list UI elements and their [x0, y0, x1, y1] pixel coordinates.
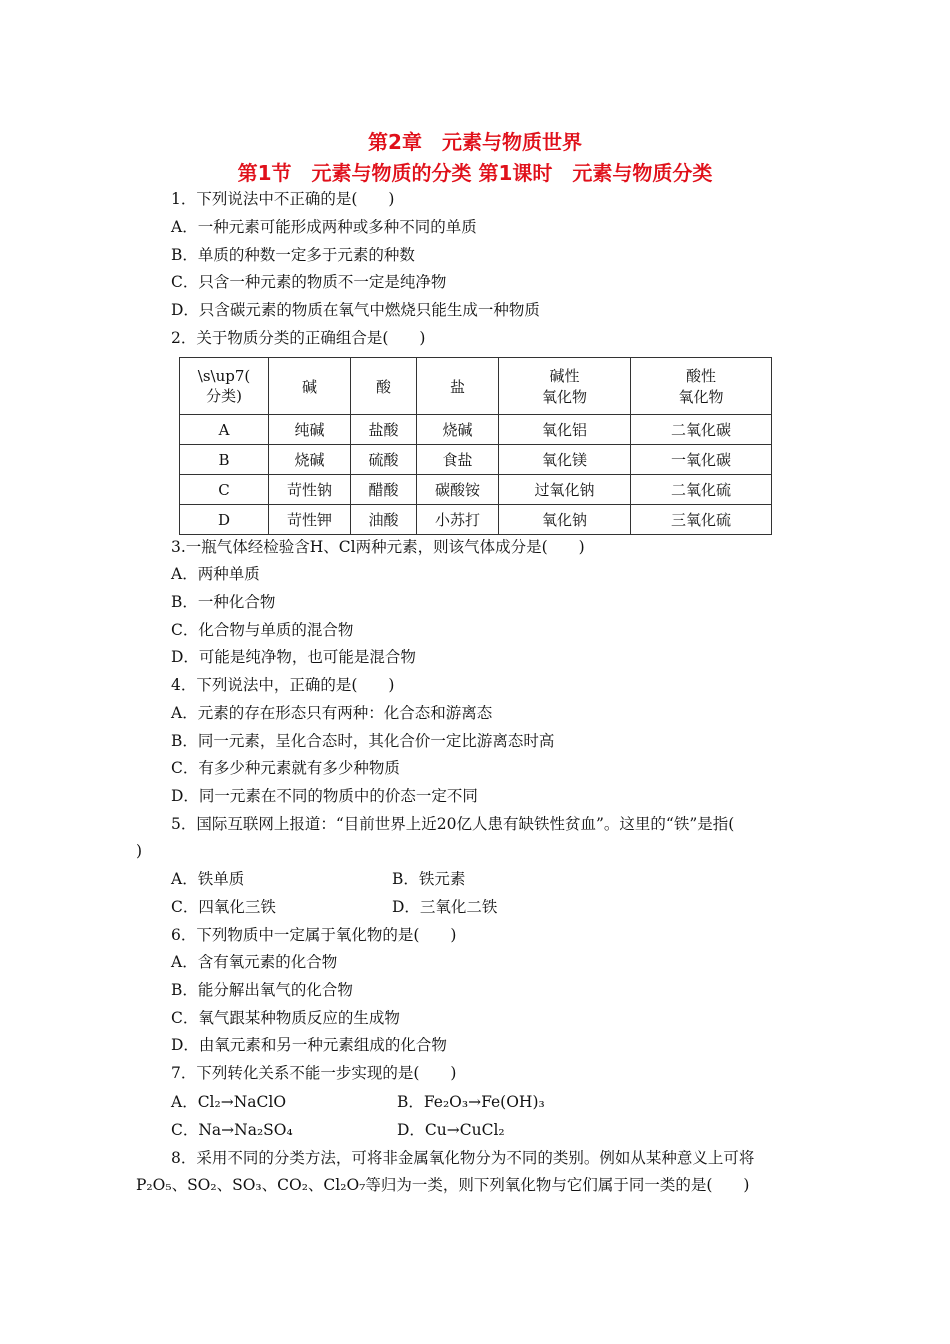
table-cell: 过氧化钠: [499, 475, 631, 505]
table-row: [180, 505, 772, 535]
question-8-stem-cont: P₂O₅、SO₂、SO₃、CO₂、Cl₂O₇等归为一类，则下列氧化物与它们属于同一类的是( ): [136, 1176, 750, 1194]
table-row: [180, 445, 772, 475]
question-6-option-c: C．氧气跟某种物质反应的生成物: [171, 1009, 400, 1027]
question-4-option-d: D．同一元素在不同的物质中的价态一定不同: [171, 787, 478, 805]
classification-table: [179, 357, 772, 535]
question-5-option-a: A．铁单质: [171, 870, 245, 888]
table-row: [180, 415, 772, 445]
header-acid: 酸: [351, 358, 417, 415]
question-6-option-d: D．由氧元素和另一种元素组成的化合物: [171, 1036, 447, 1054]
table-corner-line1: \s\up7(: [197, 366, 251, 385]
question-6-option-b: B．能分解出氧气的化合物: [171, 981, 353, 999]
question-6-option-a: A．含有氧元素的化合物: [171, 953, 338, 971]
table-cell: 苛性钠: [269, 475, 351, 505]
table-cell: 二氧化碳: [631, 415, 772, 445]
table-cell: 盐酸: [351, 415, 417, 445]
header-base: 碱: [269, 358, 351, 415]
question-7-stem: 7．下列转化关系不能一步实现的是( ): [171, 1064, 457, 1082]
question-1-stem: 1．下列说法中不正确的是( ): [171, 190, 395, 208]
table-cell: 氧化钠: [499, 505, 631, 535]
table-cell: 油酸: [351, 505, 417, 535]
header-salt: 盐: [417, 358, 499, 415]
table-cell: 烧碱: [417, 415, 499, 445]
question-5-option-b: B．铁元素: [392, 870, 466, 888]
table-cell: D: [180, 505, 269, 535]
table-corner-line2: 分类): [206, 386, 242, 405]
question-4-option-b: B．同一元素，呈化合态时，其化合价一定比游离态时高: [171, 732, 555, 750]
question-1-option-c: C．只含一种元素的物质不一定是纯净物: [171, 273, 447, 291]
question-4-option-c: C．有多少种元素就有多少种物质: [171, 759, 400, 777]
header-basic-oxide: [499, 358, 631, 415]
question-8-stem: 8．采用不同的分类方法，可将非金属氧化物分为不同的类别。例如从某种意义上可将: [171, 1149, 755, 1167]
question-6-stem: 6．下列物质中一定属于氧化物的是( ): [171, 926, 457, 944]
header-basic-oxide-line1: 碱性: [549, 367, 580, 385]
table-cell: C: [180, 475, 269, 505]
table-cell: B: [180, 445, 269, 475]
table-cell: 食盐: [417, 445, 499, 475]
table-cell: 醋酸: [351, 475, 417, 505]
table-cell: 烧碱: [269, 445, 351, 475]
table-header-row: [180, 358, 772, 415]
table-cell: 氧化镁: [499, 445, 631, 475]
question-3-stem: 3.一瓶气体经检验含H、Cl两种元素，则该气体成分是( ): [171, 538, 585, 556]
table-corner-cell: [180, 358, 269, 415]
question-7-option-c: C．Na→Na₂SO₄: [171, 1121, 293, 1139]
question-3-option-d: D．可能是纯净物，也可能是混合物: [171, 648, 416, 666]
question-1-option-d: D．只含碳元素的物质在氧气中燃烧只能生成一种物质: [171, 301, 540, 319]
table-cell: 碳酸铵: [417, 475, 499, 505]
question-3-option-b: B．一种化合物: [171, 593, 276, 611]
question-3-option-a: A．两种单质: [171, 565, 260, 583]
table-cell: A: [180, 415, 269, 445]
header-basic-oxide-line2: 氧化物: [541, 388, 587, 406]
question-4-stem: 4．下列说法中，正确的是( ): [171, 676, 395, 694]
question-2-stem: 2．关于物质分类的正确组合是( ): [171, 329, 426, 347]
question-3-option-c: C．化合物与单质的混合物: [171, 621, 354, 639]
question-5-stem: 5．国际互联网上报道：“目前世界上近20亿人患有缺铁性贫血”。这里的“铁”是指(: [171, 815, 735, 833]
question-7-option-d: D．Cu→CuCl₂: [397, 1121, 505, 1139]
question-4-option-a: A．元素的存在形态只有两种：化合态和游离态: [171, 704, 493, 722]
table-cell: 氧化铝: [499, 415, 631, 445]
section-title: 第1节 元素与物质的分类 第1课时 元素与物质分类: [237, 161, 713, 185]
question-1-option-a: A．一种元素可能形成两种或多种不同的单质: [171, 218, 477, 236]
chapter-title: 第2章 元素与物质世界: [368, 130, 582, 154]
table-row: [180, 475, 772, 505]
table-cell: 苛性钾: [269, 505, 351, 535]
header-acidic-oxide-line1: 酸性: [685, 367, 716, 385]
question-5-option-d: D．三氧化二铁: [392, 898, 498, 916]
question-5-stem-cont: ): [136, 842, 143, 860]
table-cell: 纯碱: [269, 415, 351, 445]
question-7-option-a: A．Cl₂→NaClO: [171, 1093, 287, 1111]
table-cell: 三氧化硫: [631, 505, 772, 535]
table-cell: 小苏打: [417, 505, 499, 535]
header-acidic-oxide-line2: 氧化物: [678, 388, 724, 406]
question-7-option-b: B．Fe₂O₃→Fe(OH)₃: [397, 1093, 545, 1111]
table-cell: 一氧化碳: [631, 445, 772, 475]
header-acidic-oxide: [631, 358, 772, 415]
table-cell: 硫酸: [351, 445, 417, 475]
table-cell: 二氧化硫: [631, 475, 772, 505]
question-5-option-c: C．四氧化三铁: [171, 898, 276, 916]
question-1-option-b: B．单质的种数一定多于元素的种数: [171, 246, 415, 264]
